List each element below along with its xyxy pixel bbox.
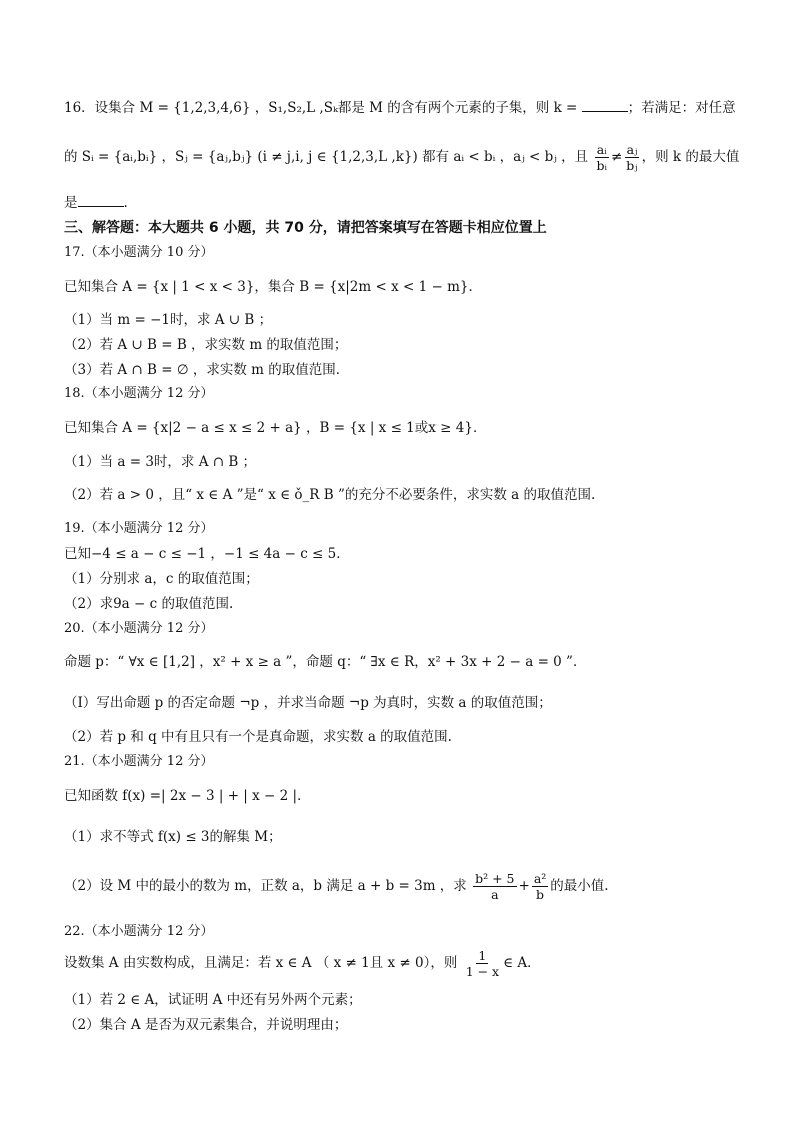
q22-frac-den: 1 − x xyxy=(465,964,500,979)
q21-fraction-2 xyxy=(532,871,548,902)
q16-frac2-num: aⱼ xyxy=(626,142,638,157)
q20-part-2: （2）若 p 和 q 中有且只有一个是真命题，求实数 a 的取值范围. xyxy=(64,729,452,745)
q21-part-2-text-b: 的最小值. xyxy=(550,878,609,894)
q22-header: 22.（本小题满分 12 分） xyxy=(64,924,214,939)
q17-part-1: （1）当 m = −1时，求 A ∪ B ； xyxy=(64,312,273,328)
q16-text-3b: . xyxy=(123,195,128,211)
q21-frac1-den: a xyxy=(491,887,499,902)
q22-stem-text-a: 设数集 A 由实数构成，且满足：若 x ∈ A （ x ≠ 1且 x ≠ 0），则 xyxy=(64,955,458,971)
q16-frac1-num: aᵢ xyxy=(596,142,607,157)
q21-stem: 已知函数 f(x) =| 2x − 3 | + | x − 2 |． xyxy=(64,788,311,804)
section-heading: 三、解答题：本大题共 6 小题，共 70 分，请把答案填写在答题卡相应位置上 xyxy=(64,220,547,236)
q18-stem: 已知集合 A = {x|2 − a ≤ x ≤ 2 + a} ，B = {x | x ≤ 1或x ≥ 4}． xyxy=(64,420,487,436)
q17-part-2: （2）若 A ∪ B = B ，求实数 m 的取值范围； xyxy=(64,337,348,353)
q19-stem: 已知−4 ≤ a − c ≤ −1 ，−1 ≤ 4a − c ≤ 5． xyxy=(64,546,350,562)
q22-fraction xyxy=(464,948,501,979)
q16-frac1-den: bᵢ xyxy=(596,158,607,173)
q20-part-1: （I）写出命题 p 的否定命题 ¬p ，并求当命题 ¬p 为真时，实数 a 的取值范围； xyxy=(64,695,552,711)
q21-part-2-text-a: （2）设 M 中的最小的数为 m，正数 a，b 满足 a + b = 3m ，求 xyxy=(64,878,467,894)
q20-stem: 命题 p：“ ∀x ∈ [1,2] ，x² + x ≥ a ”，命题 q：“ ∃x ∈ R，x² + 3x + 2 − a = 0 ”． xyxy=(64,654,587,670)
q16-text-2a: 的 Sᵢ = {aᵢ,bᵢ} ，Sⱼ = {aⱼ,bⱼ} (i ≠ j,i, j ∈ {1,2,3,L ,k}) 都有 aᵢ < bᵢ ，aⱼ < bⱼ ，且 xyxy=(64,149,589,165)
q20-header: 20.（本小题满分 12 分） xyxy=(64,621,214,636)
q16-fraction-2 xyxy=(624,142,639,173)
q21-frac2-num: a² xyxy=(533,871,547,886)
q21-part-1: （1）求不等式 f(x) ≤ 3的解集 M； xyxy=(64,829,282,845)
q17-stem: 已知集合 A = {x | 1 < x < 3}，集合 B = {x|2m < x < 1 − m}． xyxy=(64,279,482,295)
q16-line-3 xyxy=(64,194,128,212)
q16-neq: ≠ xyxy=(610,149,623,165)
q17-header: 17.（本小题满分 10 分） xyxy=(64,245,214,260)
q19-part-2: （2）求9a − c 的取值范围. xyxy=(64,596,234,612)
q17-part-3: （3）若 A ∩ B = ∅ ，求实数 m 的取值范围． xyxy=(64,362,350,378)
q19-part-1: （1）分别求 a，c 的取值范围； xyxy=(64,571,259,587)
q21-part-2 xyxy=(64,871,609,902)
q16-text-1b: ；若满足：对任意 xyxy=(627,100,736,116)
q18-header: 18.（本小题满分 12 分） xyxy=(64,386,214,401)
q16-text-3a: 是 xyxy=(64,195,78,211)
q16-line-1 xyxy=(64,99,736,117)
q16-line-2 xyxy=(64,142,739,173)
q21-frac1-num: b² + 5 xyxy=(475,871,515,886)
q22-stem xyxy=(64,948,541,979)
q21-fraction-1 xyxy=(473,871,516,902)
q21-frac2-den: b xyxy=(536,887,545,902)
q16-frac2-den: bⱼ xyxy=(626,158,638,173)
q22-part-2: （2）集合 A 是否为双元素集合，并说明理由； xyxy=(64,1017,348,1033)
q16-text-2b: ，则 k 的最大值 xyxy=(641,149,740,165)
q21-header: 21.（本小题满分 12 分） xyxy=(64,754,214,769)
q19-header: 19.（本小题满分 12 分） xyxy=(64,521,214,536)
q18-part-1: （1）当 a = 3时，求 A ∩ B ； xyxy=(64,454,257,470)
q21-plus: + xyxy=(518,878,530,894)
q22-frac-num: 1 xyxy=(478,948,487,963)
q22-stem-text-b: ∈ A． xyxy=(503,955,541,971)
q16-blank-2 xyxy=(78,194,124,207)
q16-text-1: 16．设集合 M = {1,2,3,4,6} ，S₁,S₂,L ,Sₖ都是 M 的含有两个元素的子集，则 k = xyxy=(64,100,578,116)
q16-fraction-1 xyxy=(594,142,609,173)
q18-part-2: （2）若 a > 0 ，且“ x ∈ A ”是“ x ∈ ǒ_R B ”的充分不必要条件，求实数 a 的取值范围. xyxy=(64,487,596,503)
q22-part-1: （1）若 2 ∈ A，试证明 A 中还有另外两个元素； xyxy=(64,992,362,1008)
q16-blank-1 xyxy=(582,99,628,112)
